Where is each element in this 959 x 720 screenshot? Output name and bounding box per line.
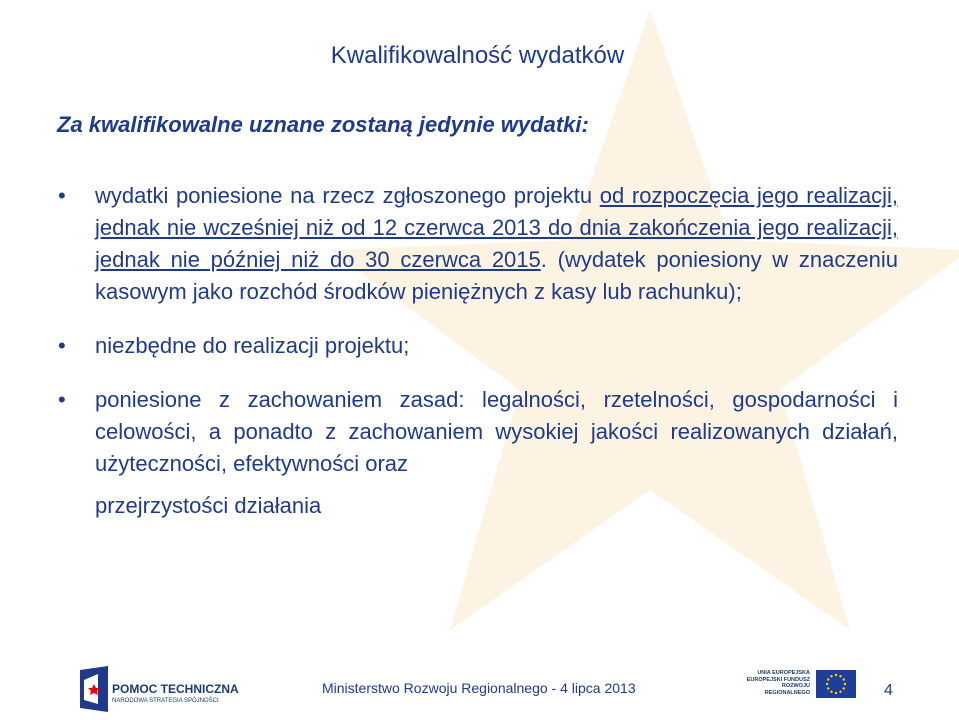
- eu-flag-icon: [816, 670, 856, 698]
- logo-name: POMOC TECHNICZNA: [112, 682, 239, 696]
- bullet-text: poniesione z zachowaniem zasad: legalności, rzetelności, gospodarności i celowości, a ponadto z zachowaniem wysokiej jakości realizowanych działań, użyteczności, efektywności oraz: [95, 387, 898, 476]
- bullet-list: [58, 180, 898, 522]
- bullet-text-last-line: przejrzystości działania: [95, 493, 322, 518]
- logo-tagline: NARODOWA STRATEGIA SPÓJNOŚCI: [112, 698, 219, 704]
- bullet-item: [58, 180, 898, 308]
- footer: [0, 660, 959, 720]
- pomoc-techniczna-logo: [78, 666, 278, 712]
- bullet-underlined-text: od rozpoczęcia jego realizacji, jednak nie wcześniej niż od 12 czerwca 2013 do dnia zakończenia jego realizacji, jednak nie później niż do 30 czerwca 2015: [95, 183, 898, 272]
- footer-center-text: Ministerstwo Rozwoju Regionalnego - 4 lipca 2013: [322, 680, 636, 696]
- page-number: 4: [884, 682, 893, 699]
- eu-logo: [742, 668, 862, 710]
- slide-subtitle: Za kwalifikowalne uznane zostaną jedynie wydatki:: [57, 112, 589, 137]
- eu-logo-text: UNIA EUROPEJSKA EUROPEJSKI FUNDUSZ ROZWOJU REGIONALNEGO: [746, 670, 810, 696]
- bullet-text: niezbędne do realizacji projektu;: [95, 333, 410, 358]
- bullet-text-start: wydatki poniesione na rzecz zgłoszonego projektu: [95, 183, 600, 208]
- bullet-item: [58, 330, 898, 362]
- bullet-dot: •: [58, 387, 66, 412]
- bullet-item: [58, 384, 898, 522]
- slide-title: Kwalifikowalność wydatków: [330, 42, 625, 69]
- bullet-dot: •: [58, 333, 66, 358]
- bullet-text-end: . (wydatek poniesiony w znaczeniu kasowym jako rozchód środków pieniężnych z kasy lub rachunku);: [95, 247, 898, 304]
- bullet-dot: •: [58, 183, 66, 208]
- logo-mark-icon: [78, 666, 110, 712]
